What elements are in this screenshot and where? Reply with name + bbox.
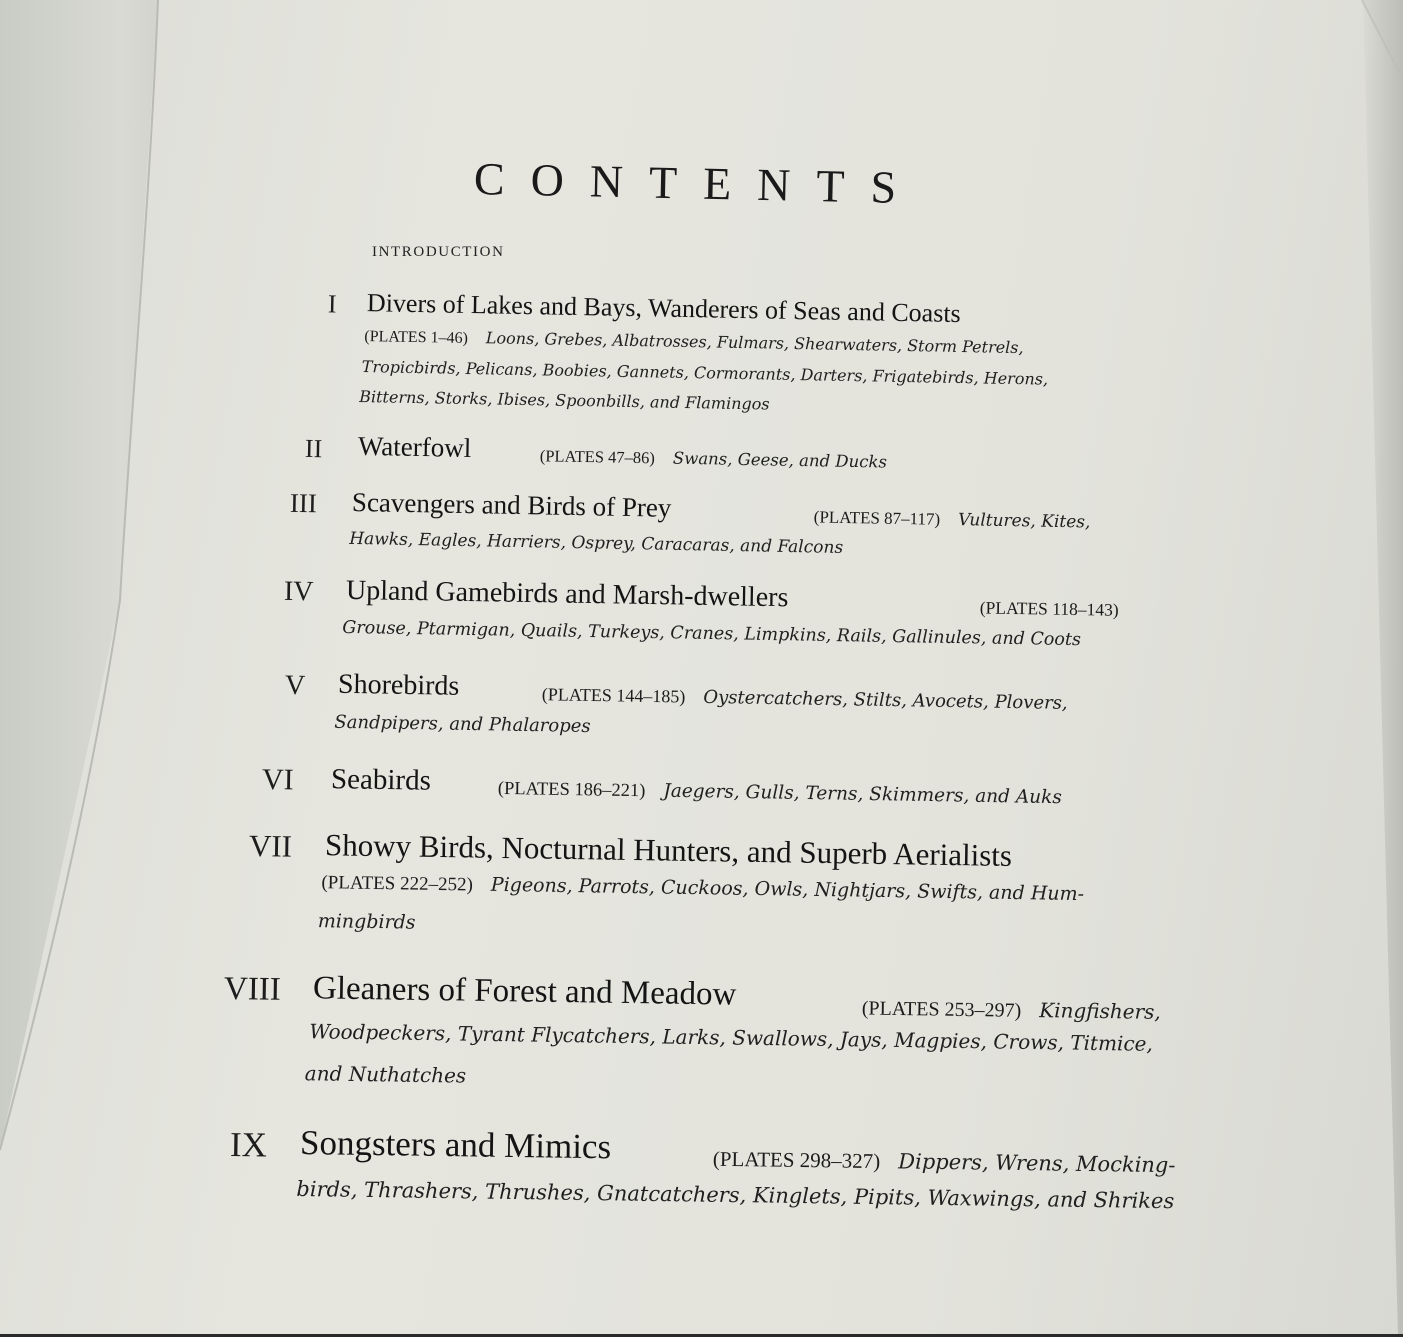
- chapter-numeral: VII: [248, 827, 293, 864]
- chapter-birds: Vultures, Kites,: [957, 510, 1091, 533]
- chapter-heading: Scavengers and Birds of Prey: [351, 486, 672, 523]
- chapter-numeral: II: [304, 433, 323, 464]
- chapter-line: mingbirds: [317, 910, 416, 934]
- chapter-birds: Dippers, Wrens, Mocking-: [898, 1149, 1176, 1178]
- chapter-birds: Loons, Grebes, Albatrosses, Fulmars, Shearwaters, Storm Petrels,: [485, 328, 1024, 358]
- chapter-numeral: IX: [229, 1125, 268, 1165]
- chapter-birds: Kingfishers,: [1039, 998, 1161, 1024]
- chapter-line: [540, 446, 887, 472]
- plates-range: (PLATES 118–143): [979, 597, 1119, 620]
- chapter-line: [713, 1147, 1176, 1178]
- chapter-heading: Upland Gamebirds and Marsh-dwellers: [345, 574, 789, 614]
- chapter-numeral: V: [284, 669, 306, 702]
- plates-range: (PLATES 87–117): [813, 507, 941, 529]
- chapter-line: [498, 778, 1062, 809]
- plates-range: (PLATES 1–46): [364, 328, 469, 347]
- chapter-heading: Waterfowl: [357, 430, 472, 463]
- chapter-line: [980, 597, 1137, 621]
- chapter-heading: Showy Birds, Nocturnal Hunters, and Superb Aerialists: [324, 827, 1013, 873]
- chapter-line: and Nuthatches: [304, 1061, 467, 1088]
- plates-range: (PLATES 253–297): [861, 997, 1022, 1022]
- plates-range: (PLATES 186–221): [497, 778, 646, 802]
- chapter-line: Hawks, Eagles, Harriers, Osprey, Caracaras, and Falcons: [349, 528, 844, 558]
- page-title: CONTENTS: [473, 153, 923, 214]
- chapter-line: Bitterns, Storks, Ibises, Spoonbills, and Flamingos: [359, 387, 770, 414]
- chapter-line: [862, 995, 1161, 1024]
- chapter-heading: Seabirds: [330, 763, 432, 797]
- chapter-heading: Divers of Lakes and Bays, Wanderers of Seas and Coasts: [366, 288, 961, 329]
- chapter-numeral: I: [327, 289, 337, 319]
- chapter-numeral: VI: [261, 762, 294, 797]
- chapter-line: Tropicbirds, Pelicans, Boobies, Gannets, Cormorants, Darters, Frigatebirds, Herons,: [361, 357, 1049, 389]
- chapter-numeral: III: [289, 487, 318, 519]
- chapter-line: Woodpeckers, Tyrant Flycatchers, Larks, Swallows, Jays, Magpies, Crows, Titmice,: [309, 1019, 1153, 1056]
- chapter-numeral: IV: [283, 575, 314, 608]
- chapter-heading: Shorebirds: [337, 668, 460, 702]
- chapter-line: [814, 507, 1091, 532]
- chapter-numeral: VIII: [223, 970, 282, 1008]
- chapter-birds: Oystercatchers, Stilts, Avocets, Plovers,: [703, 686, 1068, 714]
- chapter-line: Sandpipers, and Phalaropes: [334, 711, 591, 737]
- chapter-line: [542, 684, 1068, 714]
- chapter-line: [321, 871, 1084, 906]
- chapter-birds: Swans, Geese, and Ducks: [672, 448, 888, 472]
- chapter-birds: Jaegers, Gulls, Terns, Skimmers, and Auks: [663, 780, 1063, 809]
- chapter-line: Grouse, Ptarmigan, Quails, Turkeys, Cranes, Limpkins, Rails, Gallinules, and Coots: [342, 617, 1082, 651]
- chapter-birds: Pigeons, Parrots, Cuckoos, Owls, Nightjars, Swifts, and Hum-: [490, 873, 1085, 906]
- plates-range: (PLATES 222–252): [321, 872, 474, 896]
- chapter-line: [364, 326, 1024, 358]
- introduction-label: INTRODUCTION: [372, 244, 505, 260]
- plates-range: (PLATES 47–86): [539, 446, 656, 468]
- chapter-heading: Songsters and Mimics: [299, 1122, 612, 1167]
- chapter-heading: Gleaners of Forest and Meadow: [312, 970, 737, 1013]
- plates-range: (PLATES 298–327): [712, 1146, 881, 1174]
- chapter-line: birds, Thrashers, Thrushes, Gnatcatchers, Kinglets, Pipits, Waxwings, and Shrikes: [296, 1176, 1175, 1214]
- plates-range: (PLATES 144–185): [541, 684, 686, 707]
